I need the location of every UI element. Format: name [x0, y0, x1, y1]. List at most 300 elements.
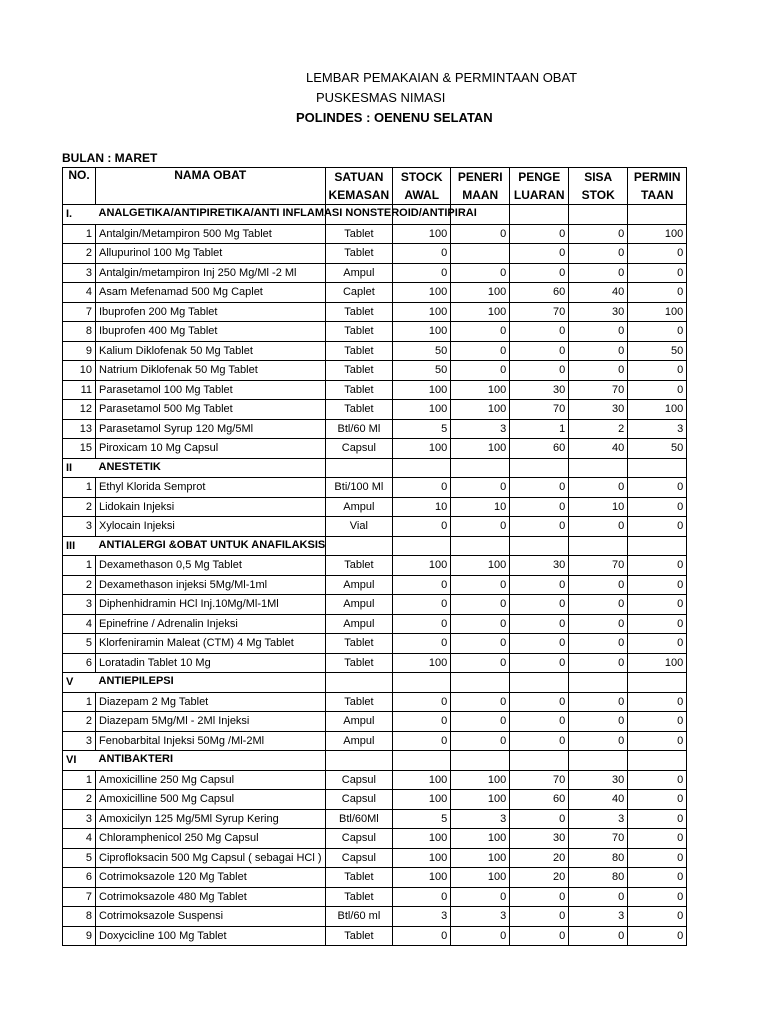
cell-satuan: Ampul	[325, 263, 393, 283]
cell-nama: Cotrimoksazole 480 Mg Tablet	[96, 887, 326, 907]
cell-permintaan: 0	[628, 575, 687, 595]
cell-pengeluaran: 0	[510, 478, 569, 498]
section-name	[96, 751, 326, 771]
cell-sisa: 40	[569, 283, 628, 303]
cell-pengeluaran: 60	[510, 439, 569, 459]
cell-no: 13	[63, 419, 96, 439]
table-row	[63, 361, 687, 381]
table-row	[63, 731, 687, 751]
table-row	[63, 224, 687, 244]
cell-penerimaan: 100	[451, 400, 510, 420]
cell-stock: 100	[393, 790, 451, 810]
cell-satuan: Capsul	[325, 770, 393, 790]
cell-permintaan: 50	[628, 439, 687, 459]
cell-satuan: Tablet	[325, 224, 393, 244]
cell-nama: Fenobarbital Injeksi 50Mg /Ml-2Ml	[96, 731, 326, 751]
cell-pengeluaran: 0	[510, 575, 569, 595]
section-row	[63, 536, 687, 556]
cell-nama: Dexamethason 0,5 Mg Tablet	[96, 556, 326, 576]
cell-nama: Epinefrine / Adrenalin Injeksi	[96, 614, 326, 634]
section-empty-cell	[393, 751, 451, 771]
table-row	[63, 302, 687, 322]
table-row	[63, 712, 687, 732]
section-empty-cell	[451, 751, 510, 771]
cell-satuan: Ampul	[325, 712, 393, 732]
section-empty-cell	[451, 536, 510, 556]
cell-satuan: Ampul	[325, 497, 393, 517]
cell-nama: Cotrimoksazole 120 Mg Tablet	[96, 868, 326, 888]
table-row	[63, 322, 687, 342]
cell-permintaan: 100	[628, 302, 687, 322]
section-empty-cell	[451, 458, 510, 478]
cell-penerimaan: 100	[451, 790, 510, 810]
cell-penerimaan: 0	[451, 653, 510, 673]
cell-satuan: Tablet	[325, 341, 393, 361]
cell-sisa: 70	[569, 380, 628, 400]
cell-satuan: Capsul	[325, 790, 393, 810]
cell-permintaan: 0	[628, 790, 687, 810]
cell-no: 5	[63, 848, 96, 868]
cell-stock: 5	[393, 809, 451, 829]
table-row	[63, 887, 687, 907]
col-header-awal: AWAL	[393, 186, 451, 205]
cell-satuan: Btl/60 ml	[325, 907, 393, 927]
cell-permintaan: 0	[628, 634, 687, 654]
cell-satuan: Tablet	[325, 322, 393, 342]
cell-pengeluaran: 0	[510, 341, 569, 361]
cell-sisa: 10	[569, 497, 628, 517]
cell-no: 3	[63, 263, 96, 283]
cell-stock: 50	[393, 341, 451, 361]
cell-pengeluaran: 0	[510, 517, 569, 537]
table-row	[63, 380, 687, 400]
table-row	[63, 926, 687, 946]
cell-sisa: 0	[569, 634, 628, 654]
section-empty-cell	[510, 205, 569, 225]
section-name	[96, 458, 326, 478]
cell-satuan: Tablet	[325, 302, 393, 322]
cell-no: 6	[63, 653, 96, 673]
cell-pengeluaran: 0	[510, 907, 569, 927]
cell-satuan: Tablet	[325, 361, 393, 381]
cell-no: 1	[63, 770, 96, 790]
col-header-permintaan: PERMIN	[628, 168, 687, 187]
cell-satuan: Tablet	[325, 634, 393, 654]
cell-satuan: Capsul	[325, 829, 393, 849]
cell-satuan: Vial	[325, 517, 393, 537]
section-empty-cell	[628, 536, 687, 556]
cell-nama: Natrium Diklofenak 50 Mg Tablet	[96, 361, 326, 381]
col-header-luaran: LUARAN	[510, 186, 569, 205]
cell-nama: Diazepam 5Mg/Ml - 2Ml Injeksi	[96, 712, 326, 732]
section-title-text: ANALGETIKA/ANTIPIRETIKA/ANTI INFLAMASI NONSTEROID/ANTIPIRAI	[98, 207, 477, 219]
section-empty-cell	[325, 536, 393, 556]
cell-sisa: 0	[569, 614, 628, 634]
cell-stock: 100	[393, 439, 451, 459]
cell-stock: 50	[393, 361, 451, 381]
cell-stock: 0	[393, 712, 451, 732]
section-number: I.	[63, 205, 96, 225]
section-empty-cell	[325, 751, 393, 771]
cell-sisa: 80	[569, 868, 628, 888]
cell-pengeluaran: 0	[510, 692, 569, 712]
cell-sisa: 0	[569, 361, 628, 381]
cell-penerimaan: 100	[451, 848, 510, 868]
section-empty-cell	[510, 536, 569, 556]
cell-penerimaan: 3	[451, 809, 510, 829]
cell-stock: 0	[393, 478, 451, 498]
cell-sisa: 0	[569, 731, 628, 751]
cell-nama: Amoxicilline 250 Mg Capsul	[96, 770, 326, 790]
section-empty-cell	[393, 458, 451, 478]
section-title-text: ANTIALERGI &OBAT UNTUK ANAFILAKSIS	[98, 538, 326, 551]
cell-pengeluaran: 70	[510, 770, 569, 790]
cell-stock: 0	[393, 595, 451, 615]
cell-no: 4	[63, 283, 96, 303]
cell-no: 8	[63, 907, 96, 927]
cell-permintaan: 0	[628, 868, 687, 888]
cell-stock: 100	[393, 848, 451, 868]
cell-sisa: 3	[569, 907, 628, 927]
section-number: II	[63, 458, 96, 478]
table-row	[63, 439, 687, 459]
section-empty-cell	[569, 751, 628, 771]
cell-penerimaan: 100	[451, 283, 510, 303]
cell-permintaan: 0	[628, 926, 687, 946]
cell-sisa: 0	[569, 263, 628, 283]
cell-pengeluaran: 0	[510, 887, 569, 907]
cell-stock: 0	[393, 263, 451, 283]
cell-sisa: 0	[569, 653, 628, 673]
cell-no: 3	[63, 517, 96, 537]
cell-satuan: Tablet	[325, 868, 393, 888]
cell-satuan: Ampul	[325, 731, 393, 751]
section-empty-cell	[628, 673, 687, 693]
cell-sisa: 30	[569, 400, 628, 420]
cell-no: 4	[63, 614, 96, 634]
cell-nama: Amoxicilline 500 Mg Capsul	[96, 790, 326, 810]
cell-no: 3	[63, 595, 96, 615]
cell-pengeluaran: 30	[510, 556, 569, 576]
cell-penerimaan: 0	[451, 478, 510, 498]
cell-pengeluaran: 60	[510, 283, 569, 303]
cell-sisa: 70	[569, 829, 628, 849]
section-empty-cell	[325, 673, 393, 693]
cell-satuan: Tablet	[325, 400, 393, 420]
cell-pengeluaran: 20	[510, 868, 569, 888]
cell-nama: Parasetamol 500 Mg Tablet	[96, 400, 326, 420]
section-empty-cell	[510, 673, 569, 693]
header-row-top	[63, 168, 687, 187]
col-header-maan: MAAN	[451, 186, 510, 205]
table-row	[63, 400, 687, 420]
table-row	[63, 283, 687, 303]
section-name	[96, 205, 477, 225]
table-row	[63, 907, 687, 927]
cell-permintaan: 100	[628, 224, 687, 244]
col-header-penerimaan: PENERI	[451, 168, 510, 187]
cell-nama: Diazepam 2 Mg Tablet	[96, 692, 326, 712]
section-empty-cell	[451, 673, 510, 693]
cell-satuan: Capsul	[325, 439, 393, 459]
table-row	[63, 653, 687, 673]
cell-pengeluaran: 0	[510, 809, 569, 829]
cell-penerimaan: 100	[451, 770, 510, 790]
cell-permintaan: 0	[628, 692, 687, 712]
table-row	[63, 497, 687, 517]
col-header-sisa: SISA	[569, 168, 628, 187]
cell-nama: Dexamethason injeksi 5Mg/Ml-1ml	[96, 575, 326, 595]
section-empty-cell	[628, 751, 687, 771]
cell-nama: Ibuprofen 400 Mg Tablet	[96, 322, 326, 342]
section-empty-cell	[569, 458, 628, 478]
cell-stock: 0	[393, 634, 451, 654]
cell-no: 5	[63, 634, 96, 654]
table-row	[63, 634, 687, 654]
section-number: III	[63, 536, 96, 556]
cell-stock: 0	[393, 692, 451, 712]
cell-penerimaan: 0	[451, 926, 510, 946]
cell-satuan: Btl/60 Ml	[325, 419, 393, 439]
cell-no: 12	[63, 400, 96, 420]
cell-stock: 100	[393, 400, 451, 420]
cell-stock: 100	[393, 302, 451, 322]
cell-nama: Xylocain Injeksi	[96, 517, 326, 537]
cell-sisa: 0	[569, 244, 628, 264]
cell-nama: Parasetamol Syrup 120 Mg/5Ml	[96, 419, 326, 439]
cell-penerimaan: 3	[451, 907, 510, 927]
cell-nama: Klorfeniramin Maleat (CTM) 4 Mg Tablet	[96, 634, 326, 654]
cell-permintaan: 3	[628, 419, 687, 439]
cell-stock: 0	[393, 731, 451, 751]
table-row	[63, 575, 687, 595]
cell-penerimaan: 100	[451, 868, 510, 888]
cell-no: 3	[63, 809, 96, 829]
cell-no: 7	[63, 887, 96, 907]
cell-sisa: 0	[569, 595, 628, 615]
cell-nama: Ciprofloksacin 500 Mg Capsul ( sebagai HCl )	[96, 848, 326, 868]
cell-satuan: Ampul	[325, 575, 393, 595]
cell-permintaan: 100	[628, 400, 687, 420]
cell-pengeluaran: 0	[510, 361, 569, 381]
cell-pengeluaran: 0	[510, 263, 569, 283]
cell-penerimaan: 100	[451, 829, 510, 849]
cell-penerimaan: 100	[451, 380, 510, 400]
cell-sisa: 40	[569, 790, 628, 810]
table-row	[63, 341, 687, 361]
cell-satuan: Btl/60Ml	[325, 809, 393, 829]
cell-permintaan: 100	[628, 653, 687, 673]
cell-permintaan: 0	[628, 887, 687, 907]
section-empty-cell	[393, 536, 451, 556]
cell-penerimaan: 0	[451, 887, 510, 907]
section-row	[63, 205, 687, 225]
cell-stock: 0	[393, 575, 451, 595]
section-empty-cell	[628, 458, 687, 478]
table-row	[63, 790, 687, 810]
cell-penerimaan	[451, 244, 510, 264]
cell-penerimaan: 0	[451, 595, 510, 615]
document-title: LEMBAR PEMAKAIAN & PERMINTAAN OBAT	[306, 70, 578, 85]
cell-no: 2	[63, 575, 96, 595]
cell-pengeluaran: 0	[510, 322, 569, 342]
cell-pengeluaran: 0	[510, 731, 569, 751]
cell-pengeluaran: 20	[510, 848, 569, 868]
cell-no: 11	[63, 380, 96, 400]
cell-penerimaan: 0	[451, 634, 510, 654]
cell-nama: Amoxicilyn 125 Mg/5Ml Syrup Kering	[96, 809, 326, 829]
section-row	[63, 673, 687, 693]
cell-nama: Piroxicam 10 Mg Capsul	[96, 439, 326, 459]
puskesmas-name: PUSKESMAS NIMASI	[316, 90, 446, 105]
cell-stock: 0	[393, 244, 451, 264]
table-row	[63, 829, 687, 849]
cell-no: 2	[63, 497, 96, 517]
cell-sisa: 0	[569, 224, 628, 244]
cell-no: 2	[63, 712, 96, 732]
medicine-table	[62, 167, 687, 946]
cell-permintaan: 0	[628, 517, 687, 537]
cell-penerimaan: 0	[451, 517, 510, 537]
cell-stock: 5	[393, 419, 451, 439]
table-row	[63, 770, 687, 790]
cell-penerimaan: 0	[451, 322, 510, 342]
table-row	[63, 848, 687, 868]
polindes-name: POLINDES : OENENU SELATAN	[296, 110, 493, 125]
section-name	[96, 673, 326, 693]
cell-sisa: 2	[569, 419, 628, 439]
cell-satuan: Ampul	[325, 595, 393, 615]
cell-penerimaan: 3	[451, 419, 510, 439]
cell-pengeluaran: 0	[510, 244, 569, 264]
cell-sisa: 70	[569, 556, 628, 576]
section-number: V	[63, 673, 96, 693]
cell-permintaan: 50	[628, 341, 687, 361]
cell-penerimaan: 0	[451, 575, 510, 595]
col-header-nama: NAMA OBAT	[96, 168, 326, 205]
cell-sisa: 0	[569, 517, 628, 537]
cell-sisa: 80	[569, 848, 628, 868]
cell-pengeluaran: 0	[510, 634, 569, 654]
cell-pengeluaran: 0	[510, 224, 569, 244]
cell-satuan: Caplet	[325, 283, 393, 303]
cell-satuan: Capsul	[325, 848, 393, 868]
cell-no: 1	[63, 478, 96, 498]
cell-satuan: Tablet	[325, 653, 393, 673]
cell-stock: 3	[393, 907, 451, 927]
cell-stock: 100	[393, 868, 451, 888]
col-header-taan: TAAN	[628, 186, 687, 205]
cell-permintaan: 0	[628, 907, 687, 927]
section-row	[63, 751, 687, 771]
section-empty-cell	[569, 536, 628, 556]
cell-pengeluaran: 30	[510, 829, 569, 849]
cell-permintaan: 0	[628, 322, 687, 342]
cell-no: 15	[63, 439, 96, 459]
cell-permintaan: 0	[628, 283, 687, 303]
cell-no: 7	[63, 302, 96, 322]
cell-nama: Cotrimoksazole Suspensi	[96, 907, 326, 927]
section-empty-cell	[569, 673, 628, 693]
cell-stock: 100	[393, 829, 451, 849]
cell-pengeluaran: 70	[510, 400, 569, 420]
cell-permintaan: 0	[628, 556, 687, 576]
cell-no: 6	[63, 868, 96, 888]
cell-no: 8	[63, 322, 96, 342]
section-empty-cell	[325, 458, 393, 478]
col-header-pengeluaran: PENGE	[510, 168, 569, 187]
cell-nama: Lidokain Injeksi	[96, 497, 326, 517]
cell-no: 1	[63, 692, 96, 712]
table-row	[63, 263, 687, 283]
cell-penerimaan: 100	[451, 302, 510, 322]
cell-pengeluaran: 30	[510, 380, 569, 400]
cell-nama: Diphenhidramin HCl Inj.10Mg/Ml-1Ml	[96, 595, 326, 615]
cell-penerimaan: 100	[451, 556, 510, 576]
cell-permintaan: 0	[628, 829, 687, 849]
section-title-text: ANTIBAKTERI	[98, 753, 174, 765]
cell-nama: Antalgin/metampiron Inj 250 Mg/Ml -2 Ml	[96, 263, 326, 283]
cell-permintaan: 0	[628, 712, 687, 732]
cell-stock: 100	[393, 653, 451, 673]
cell-no: 2	[63, 790, 96, 810]
table-row	[63, 692, 687, 712]
cell-nama: Ibuprofen 200 Mg Tablet	[96, 302, 326, 322]
cell-permintaan: 0	[628, 380, 687, 400]
cell-sisa: 40	[569, 439, 628, 459]
cell-nama: Parasetamol 100 Mg Tablet	[96, 380, 326, 400]
cell-penerimaan: 0	[451, 614, 510, 634]
col-header-satuan: SATUAN	[325, 168, 393, 187]
table-row	[63, 868, 687, 888]
cell-pengeluaran: 70	[510, 302, 569, 322]
cell-sisa: 0	[569, 692, 628, 712]
cell-permintaan: 0	[628, 478, 687, 498]
cell-no: 1	[63, 556, 96, 576]
cell-satuan: Tablet	[325, 926, 393, 946]
cell-nama: Kalium Diklofenak 50 Mg Tablet	[96, 341, 326, 361]
cell-permintaan: 0	[628, 848, 687, 868]
table-row	[63, 614, 687, 634]
cell-satuan: Tablet	[325, 380, 393, 400]
cell-nama: Doxycicline 100 Mg Tablet	[96, 926, 326, 946]
cell-sisa: 0	[569, 341, 628, 361]
section-title-text: ANTIEPILEPSI	[98, 675, 174, 687]
cell-nama: Asam Mefenamad 500 Mg Caplet	[96, 283, 326, 303]
cell-penerimaan: 10	[451, 497, 510, 517]
cell-permintaan: 0	[628, 809, 687, 829]
cell-permintaan: 0	[628, 361, 687, 381]
cell-sisa: 0	[569, 478, 628, 498]
table-row	[63, 517, 687, 537]
cell-stock: 10	[393, 497, 451, 517]
cell-sisa: 0	[569, 926, 628, 946]
cell-permintaan: 0	[628, 731, 687, 751]
cell-stock: 100	[393, 224, 451, 244]
cell-nama: Chloramphenicol 250 Mg Capsul	[96, 829, 326, 849]
cell-stock: 0	[393, 887, 451, 907]
cell-permintaan: 0	[628, 263, 687, 283]
col-header-no: NO.	[63, 168, 96, 205]
cell-sisa: 0	[569, 712, 628, 732]
cell-pengeluaran: 0	[510, 712, 569, 732]
cell-sisa: 0	[569, 322, 628, 342]
cell-no: 10	[63, 361, 96, 381]
cell-penerimaan: 0	[451, 224, 510, 244]
cell-permintaan: 0	[628, 770, 687, 790]
cell-no: 4	[63, 829, 96, 849]
cell-stock: 100	[393, 380, 451, 400]
